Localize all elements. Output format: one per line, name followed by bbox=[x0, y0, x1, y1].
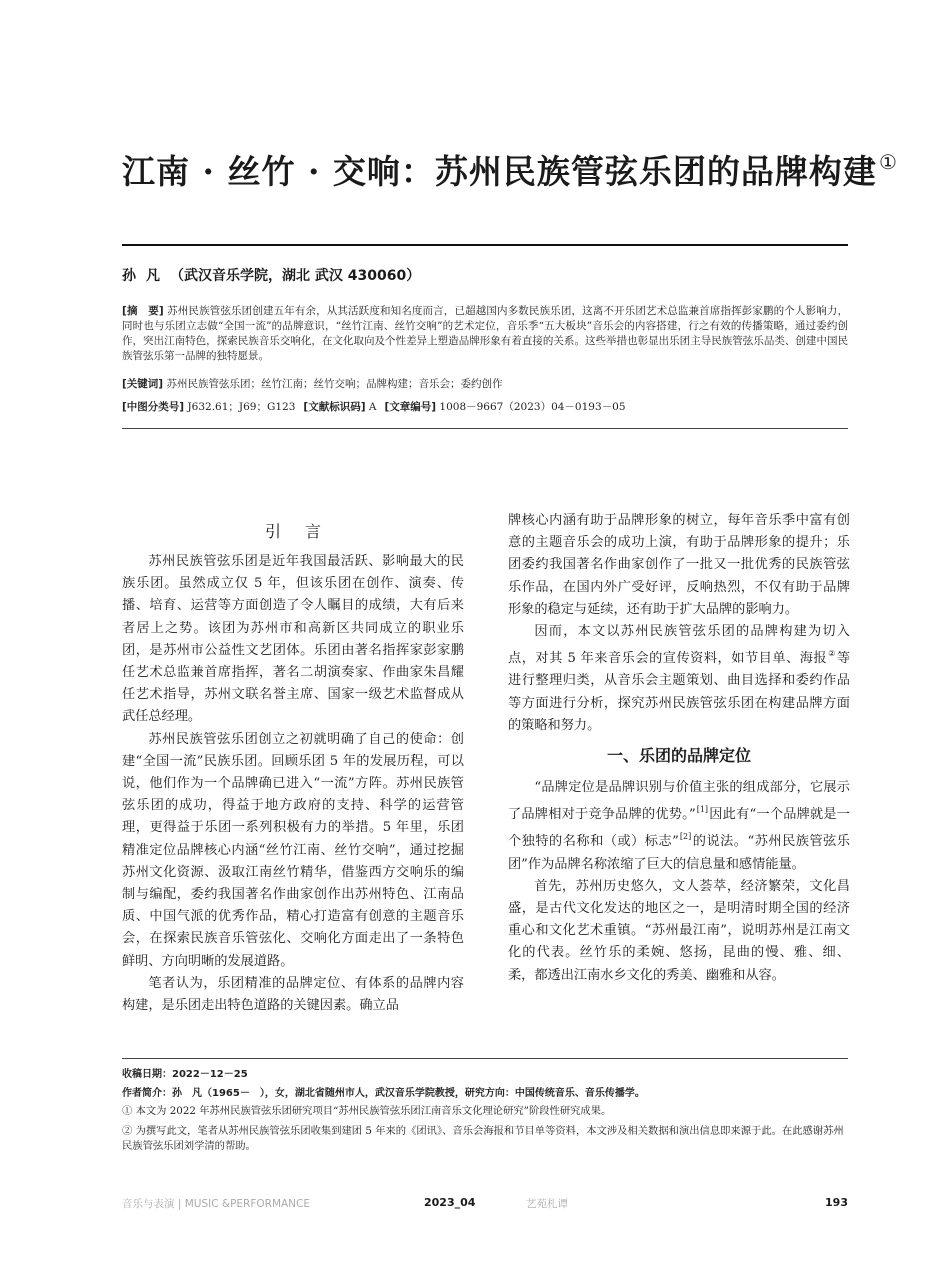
body-column-left bbox=[122, 510, 464, 1017]
paragraph-continued: 牌核心内涵有助于品牌形象的树立，每年音乐季中富有创意的主题音乐会的成功上演，有助于品牌形象的提升；乐团委约我国著名作曲家创作了一批又一批优秀的民族管弦乐作品，在国内外广受好评，反响热烈，不仅有助于品牌形象的稳定与延续，还有助于扩大品牌的影响力。 bbox=[508, 513, 850, 617]
paragraph bbox=[508, 621, 850, 737]
paragraph-text: 等进行整理归类，从音乐会主题策划、曲目选择和委约作品等方面进行分析，探究苏州民族管弦乐团在构建品牌方面的策略和努力。 bbox=[508, 651, 850, 733]
author-line bbox=[122, 266, 848, 286]
doc-code-value: A bbox=[368, 401, 377, 413]
keywords-text: 苏州民族管弦乐团；丝竹江南；丝竹交响；品牌构建；音乐会；委约创作 bbox=[166, 378, 503, 390]
paragraph: 苏州民族管弦乐团创立之初就明确了自己的使命：创建“全国一流”民族乐团。回顾乐团 5 年的发展历程，可以说，他们作为一个品牌确已进入“一流”方阵。苏州民族管弦乐团的成功，得益于地方政府的支持、科学的运营管理，更得益于乐团一系列积极有力的举措。5 年里，乐团精准定位品牌核心内涵“丝竹江南、丝竹交响”，通过挖掘苏州文化资源、汲取江南丝竹精华，借鉴西方交响乐的编制与编配，委约我国著名作曲家创作出苏州特色、江南品质、中国气派的优秀作品，精心打造富有创意的主题音乐会，在探索民族音乐管弦化、交响化方面走出了一条特色鲜明、方向明晰的发展道路。 bbox=[122, 731, 464, 969]
paragraph: 苏州民族管弦乐团是近年我国最活跃、影响最大的民族乐团。虽然成立仅 5 年，但该乐团在创作、演奏、传播、培育、运营等方面创造了令人瞩目的成绩，大有后来者居上之势。该团为苏州市和高新区共同成立的职业乐团，是苏州市公益性文艺团体。乐团由著名指挥家彭家鹏任艺术总监兼首席指挥，著名二胡演奏家、作曲家朱昌耀任艺术指导，苏州文联名誉主席、国家一级艺术监督成从武任总经理。 bbox=[122, 554, 464, 725]
section-heading: 一、乐团的品牌定位 bbox=[606, 746, 751, 766]
article-title-text: 江南 · 丝竹 · 交响：苏州民族管弦乐团的品牌构建 bbox=[122, 152, 877, 191]
abstract-label: [摘 要] bbox=[122, 305, 164, 317]
footnote-2: ② 为撰写此文，笔者从苏州民族管弦乐团收集到建团 5 年来的《团讯》、音乐会海报和节目单等资料，本文涉及相关数据和演出信息即来源于此。在此感谢苏州民族管弦乐团刘学清的帮助。 bbox=[122, 1125, 844, 1152]
article-title bbox=[122, 140, 898, 194]
paragraph-text: 因而，本文以苏州民族管弦乐团的品牌构建为切入点，对其 5 年来音乐会的宣传资料，如节目单、海报 bbox=[508, 624, 850, 667]
keywords bbox=[122, 377, 848, 392]
classification-line bbox=[122, 400, 848, 415]
page-number: 193 bbox=[825, 1196, 848, 1209]
paragraph bbox=[508, 777, 850, 876]
doc-code-label: [文献标识码] bbox=[303, 401, 366, 413]
abstract bbox=[122, 304, 848, 364]
clc-value: J632.61；J69；G123 bbox=[187, 401, 296, 413]
title-footnote-marker: ① bbox=[878, 150, 898, 174]
received-date bbox=[122, 1067, 848, 1082]
citation-ref: [1] bbox=[696, 805, 709, 815]
title-rule bbox=[122, 244, 848, 246]
intro-heading: 引言 bbox=[264, 522, 345, 541]
paragraph: 笔者认为，乐团精准的品牌定位、有体系的品牌内容构建，是乐团走出特色道路的关键因素。确立品 bbox=[122, 975, 464, 1014]
body-column-right bbox=[508, 510, 850, 987]
author-name: 孙凡 bbox=[122, 268, 170, 284]
bio-value: 孙 凡（1965－ ），女，湖北省随州市人，武汉音乐学院教授，研究方向：中国传统音乐、音乐传播学。 bbox=[172, 1088, 645, 1099]
keywords-label: [关键词] bbox=[122, 378, 164, 390]
article-number-label: [文章编号] bbox=[384, 401, 437, 413]
article-number-value: 1008－9667（2023）04－0193－05 bbox=[439, 401, 626, 413]
received-label: 收稿日期： bbox=[122, 1069, 172, 1080]
citation-ref: [2] bbox=[679, 832, 692, 842]
journal-name: 音乐与表演 | MUSIC &PERFORMANCE bbox=[122, 1198, 311, 1210]
abstract-text: 苏州民族管弦乐团创建五年有余，从其活跃度和知名度而言，已超越国内多数民族乐团，这离不开乐团艺术总监兼首席指挥彭家鹏的个人影响力，同时也与乐团立志做“全国一流”的品牌意识，“丝竹江南、丝竹交响”的艺术定位，音乐季“五大板块”音乐会的内容搭建，行之有效的传播策略，通过委约创作，突出江南特色，探索民族音乐交响化，在文化取向及个性差异上塑造品牌形象有着直接的关系。这些举措也彰显出乐团主导民族管弦乐品类、创建中国民族管弦乐第一品牌的独特愿景。 bbox=[122, 305, 848, 362]
received-value: 2022－12－25 bbox=[172, 1069, 248, 1080]
paragraph: 首先，苏州历史悠久，文人荟萃，经济繁荣，文化昌盛，是古代文化发达的地区之一，是明清时期全国的经济重心和文化艺术重镇。“苏州最江南”，说明苏州是江南文化的代表。丝竹乐的柔婉、悠扬，昆曲的慢、雅、细、柔，都透出江南水乡文化的秀美、幽雅和从容。 bbox=[508, 878, 850, 983]
footnote-rule bbox=[122, 1058, 848, 1059]
author-affiliation: （武汉音乐学院，湖北 武汉 430060） bbox=[170, 268, 421, 284]
header-rule bbox=[122, 428, 848, 429]
author-bio bbox=[122, 1086, 848, 1101]
bio-label: 作者简介： bbox=[122, 1088, 172, 1099]
paragraph-text: 的说法。“苏州民族管弦乐团”作为品牌名称浓缩了巨大的信息量和感情能量。 bbox=[508, 834, 850, 872]
footnote-ref: ② bbox=[828, 649, 836, 659]
column-name: 艺苑札谭 bbox=[526, 1198, 568, 1210]
paragraph-text: 因此有“一个品牌就是一个独特的名称和（或）标志” bbox=[508, 807, 850, 850]
issue-number: 2023_04 bbox=[424, 1196, 476, 1209]
paragraph-text: “品牌定位是品牌识别与价值主张的组成部分，它展示了品牌相对于竞争品牌的优势。” bbox=[508, 780, 850, 823]
clc-label: [中图分类号] bbox=[122, 401, 185, 413]
footnote-1: ① 本文为 2022 年苏州民族管弦乐团研究项目“苏州民族管弦乐团江南音乐文化理论研究”阶段性研究成果。 bbox=[122, 1105, 612, 1117]
